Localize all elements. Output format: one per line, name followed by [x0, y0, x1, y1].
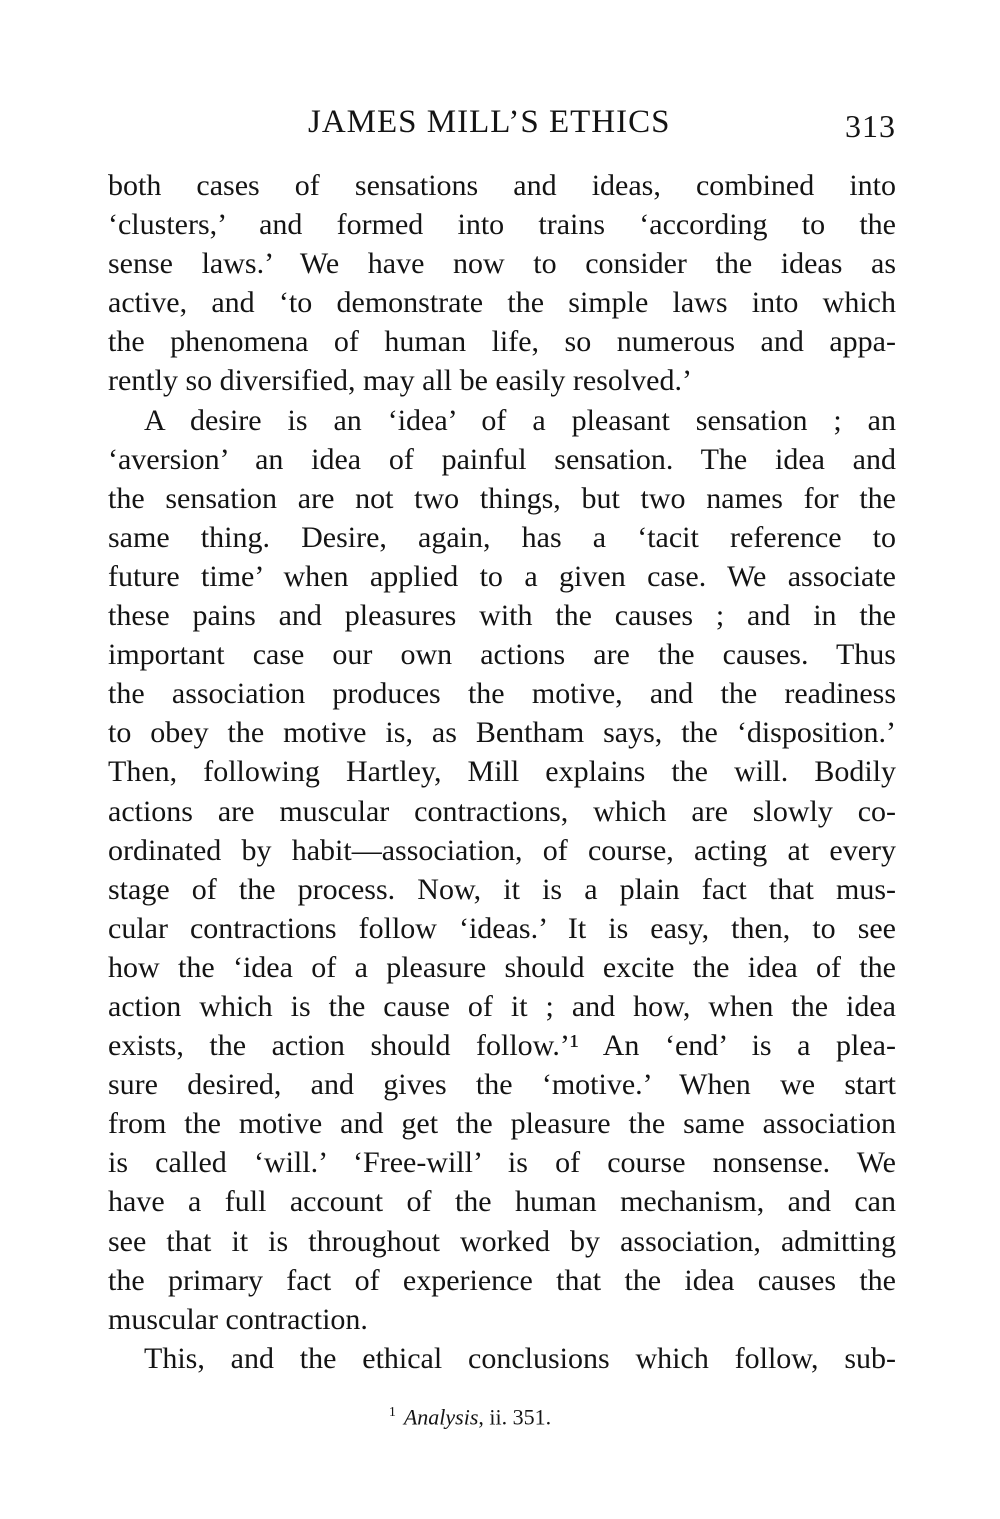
paragraph-2 — [108, 401, 896, 1339]
text-line: important case our own actions are the causes. Thus — [108, 638, 896, 672]
text-line: see that it is throughout worked by association, admitting — [108, 1224, 896, 1258]
text-line: from the motive and get the pleasure the same association — [108, 1107, 896, 1141]
text-line: future time’ when applied to a given case. We associate — [108, 559, 896, 593]
text-line: the primary fact of experience that the idea causes the — [108, 1263, 896, 1297]
footnote-work-title: Analysis — [403, 1404, 479, 1430]
running-head — [108, 100, 896, 144]
text-line: same thing. Desire, again, has a ‘tacit reference to — [108, 520, 896, 554]
text-line: stage of the process. Now, it is a plain fact that mus- — [108, 872, 896, 906]
paragraph-1 — [108, 166, 896, 401]
running-title: JAMES MILL’S ETHICS — [308, 104, 671, 140]
text-line: to obey the motive is, as Bentham says, the ‘disposition.’ — [108, 716, 896, 750]
text-line: action which is the cause of it ; and how, when the idea — [108, 989, 896, 1023]
body-text — [108, 166, 896, 1378]
paragraph-3 — [108, 1339, 896, 1378]
text-line: ‘clusters,’ and formed into trains ‘according to the — [108, 208, 896, 242]
text-line-with-footnote-ref: exists, the action should follow.’¹ An ‘end’ is a plea- — [108, 1029, 896, 1063]
text-line: ‘aversion’ an idea of painful sensation. The idea and — [108, 442, 896, 476]
footnote-marker: 1 — [388, 1405, 396, 1420]
footnote-reference: , ii. 351. — [478, 1404, 552, 1430]
text-line: A desire is an ‘idea’ of a pleasant sensation ; an — [144, 403, 896, 437]
text-line: sense laws.’ We have now to consider the ideas as — [108, 247, 896, 281]
page-number: 313 — [845, 108, 896, 144]
text-line: actions are muscular contractions, which are slowly co- — [108, 794, 896, 828]
text-line: active, and ‘to demonstrate the simple laws into which — [108, 286, 896, 320]
text-line: the phenomena of human life, so numerous and appa- — [108, 325, 896, 359]
text-line: rently so diversified, may all be easily resolved.’ — [108, 364, 692, 398]
text-line: how the ‘idea of a pleasure should excite the idea of the — [108, 950, 896, 984]
text-line: muscular contraction. — [108, 1302, 368, 1336]
text-line: the sensation are not two things, but two names for the — [108, 481, 896, 515]
text-line: both cases of sensations and ideas, combined into — [108, 169, 896, 202]
text-line: ordinated by habit—association, of course, acting at every — [108, 833, 896, 867]
text-line: the association produces the motive, and the readiness — [108, 677, 896, 711]
footnote — [0, 1398, 1000, 1432]
text-line: This, and the ethical conclusions which follow, sub- — [144, 1341, 896, 1375]
text-line: is called ‘will.’ ‘Free-will’ is of course nonsense. We — [108, 1146, 896, 1180]
text-line: these pains and pleasures with the causes ; and in the — [108, 599, 896, 633]
footnote-content — [389, 1398, 551, 1432]
text-line: Then, following Hartley, Mill explains the will. Bodily — [108, 755, 896, 789]
text-line: cular contractions follow ‘ideas.’ It is easy, then, to see — [108, 911, 896, 945]
text-line: sure desired, and gives the ‘motive.’ When we start — [108, 1068, 896, 1102]
text-line: have a full account of the human mechanism, and can — [108, 1185, 896, 1219]
